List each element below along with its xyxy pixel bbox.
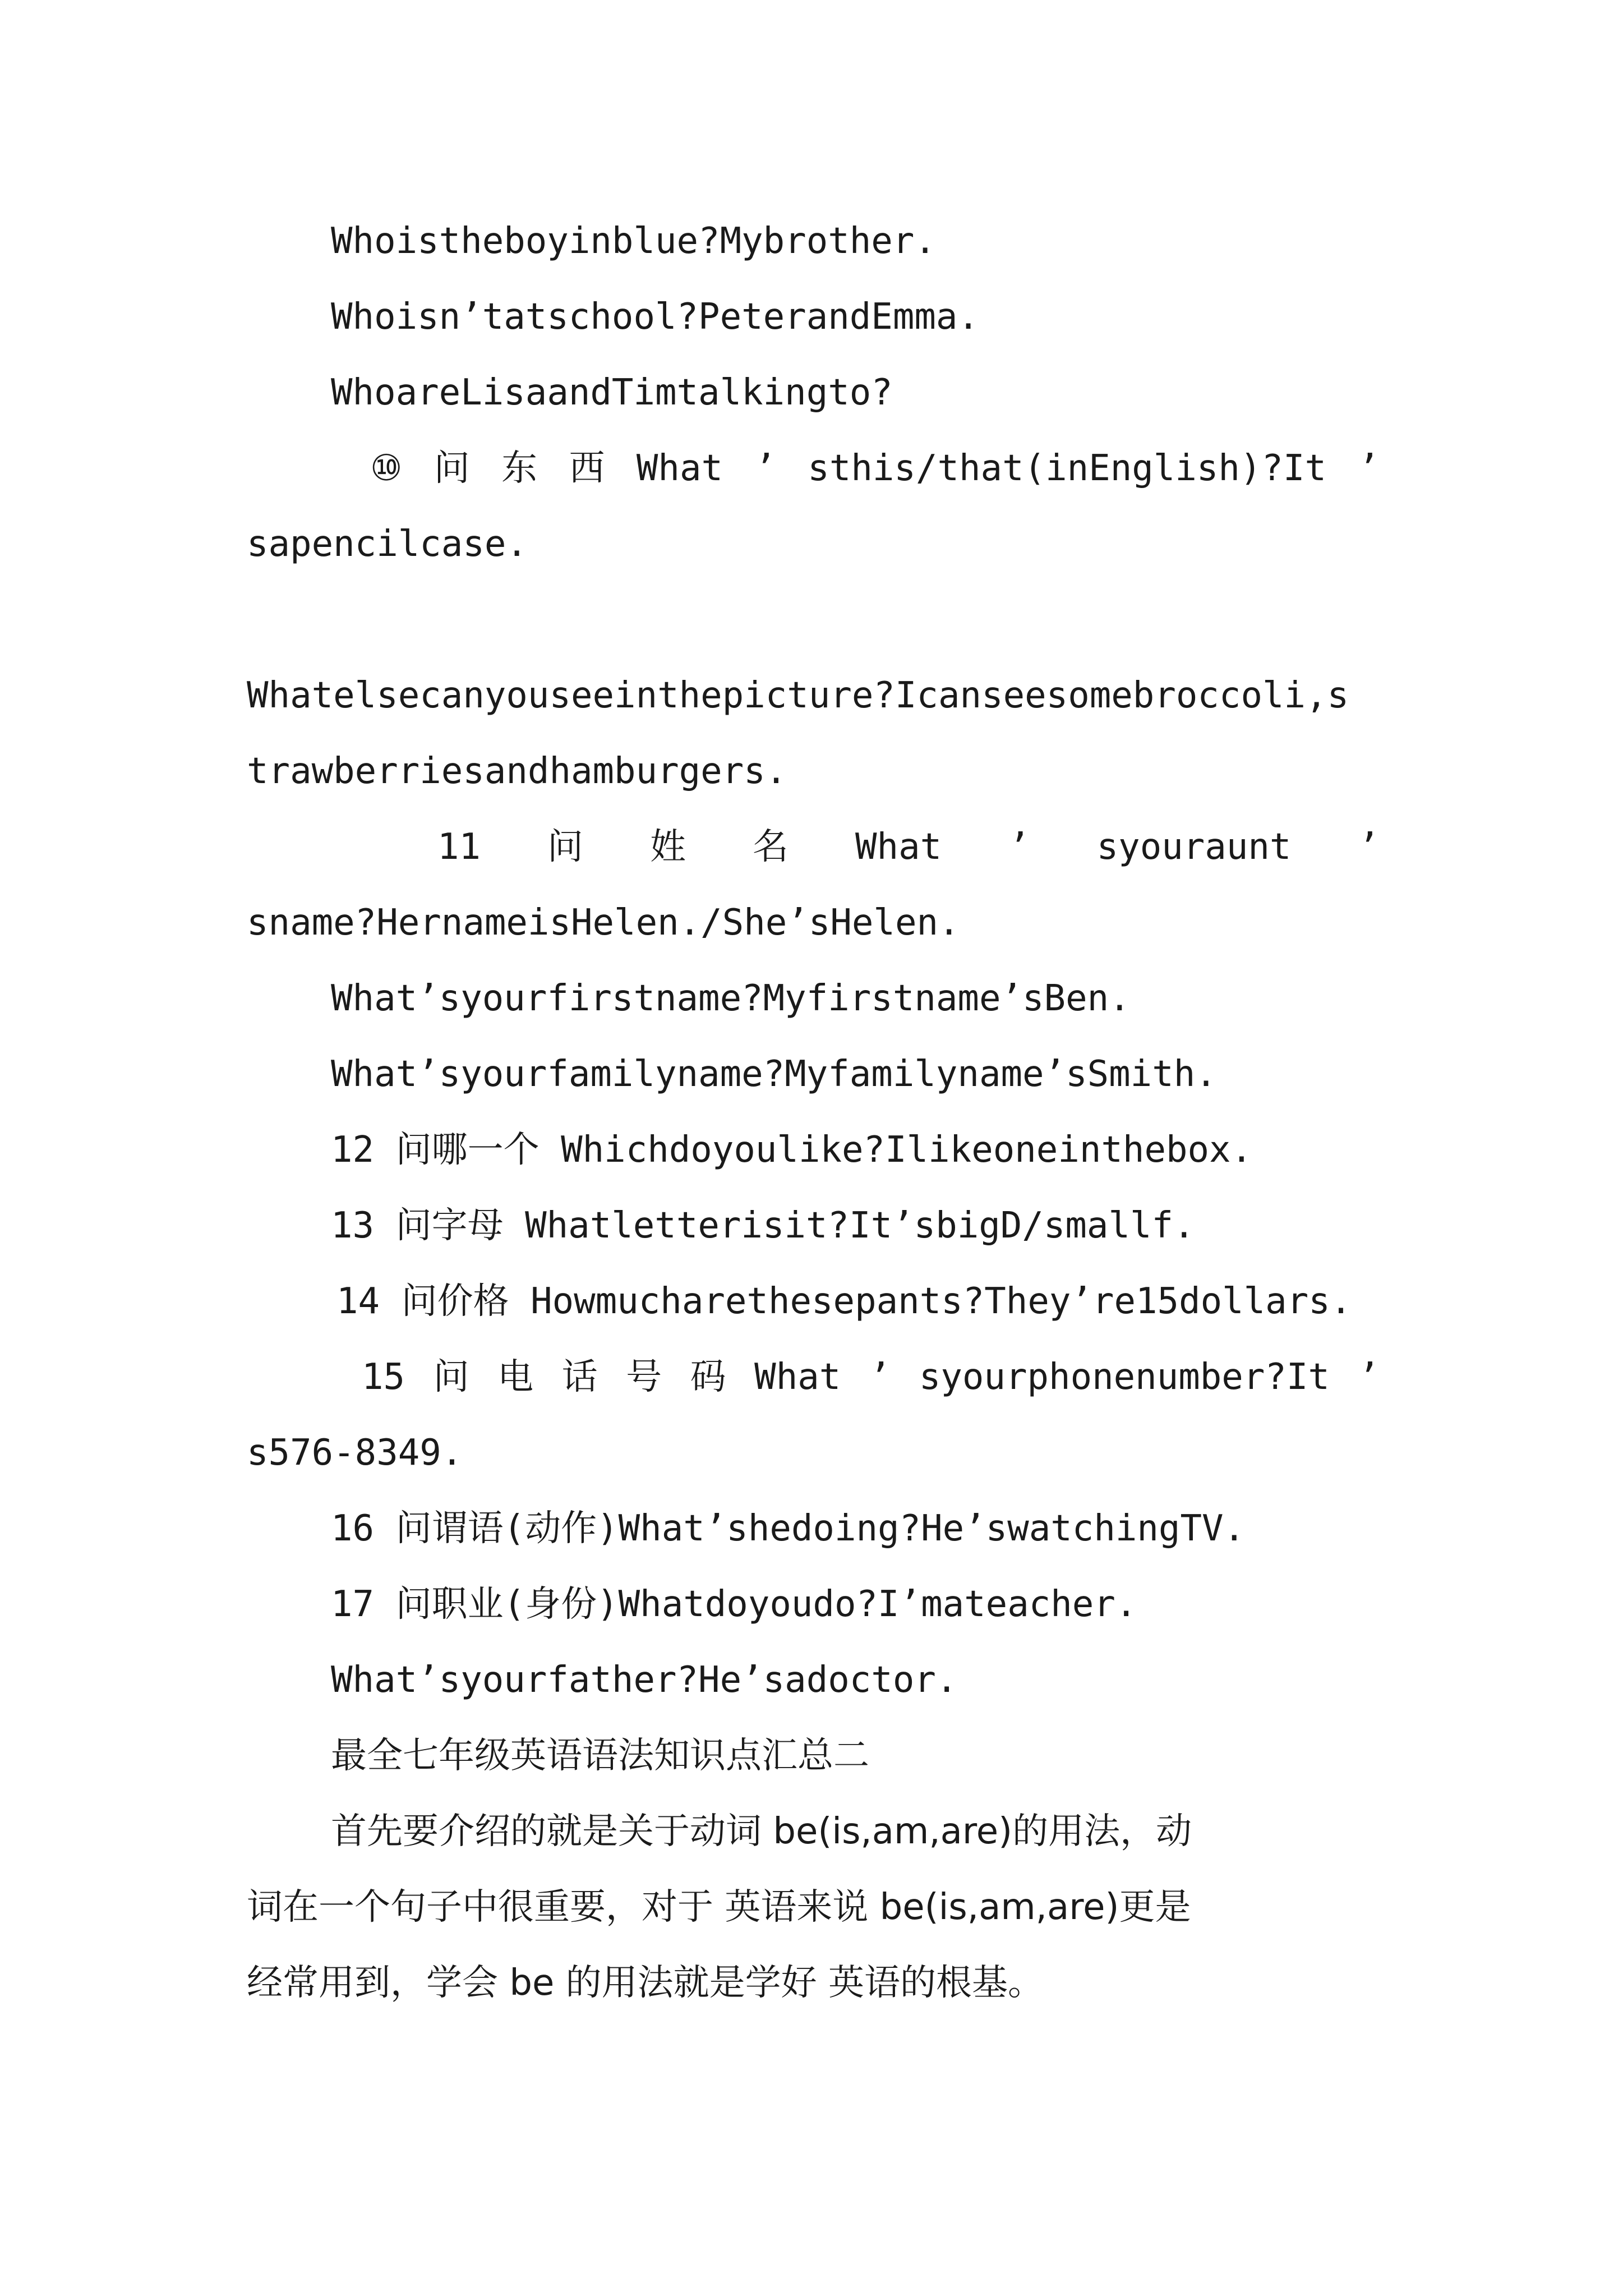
- word: 西: [569, 448, 605, 489]
- word: 名: [753, 826, 789, 868]
- text-line: Whatelsecanyouseeinthepicture?Icanseesomebroccoli,s: [247, 675, 1349, 716]
- text-line: Whoistheboyinblue?Mybrother.: [331, 220, 936, 262]
- word: syourphonenumber?It: [919, 1356, 1330, 1398]
- text-line: sname?HernameisHelen./She’sHelen.: [247, 902, 960, 944]
- justified-line: [370, 443, 1380, 494]
- word: 号: [626, 1356, 662, 1398]
- circled-number: ⑩: [370, 448, 403, 489]
- justified-line: [437, 822, 1380, 872]
- word: What: [754, 1356, 841, 1398]
- word: 姓: [650, 826, 686, 868]
- text-line: WhoareLisaandTimtalkingto?: [331, 372, 893, 413]
- word: ’: [1358, 1356, 1380, 1398]
- word: What: [855, 826, 942, 868]
- word: ’: [1358, 826, 1380, 868]
- word: 问: [433, 1356, 469, 1398]
- text-line: 12 问哪一个 Whichdoyoulike?Ilikeoneinthebox.: [331, 1129, 1253, 1171]
- word: 电: [497, 1356, 534, 1398]
- word: ’: [1358, 448, 1380, 489]
- word: 话: [561, 1356, 598, 1398]
- text-line: 14 问价格 Howmucharethesepants?They’re15dollars.: [336, 1281, 1352, 1322]
- word: syouraunt: [1096, 826, 1292, 868]
- word: 15: [362, 1356, 405, 1398]
- justified-line: [362, 1352, 1380, 1402]
- text-line: 17 问职业(身份)Whatdoyoudo?I’mateacher.: [331, 1584, 1137, 1625]
- word: ’: [754, 448, 776, 489]
- word: 东: [501, 448, 538, 489]
- word: 问: [434, 448, 470, 489]
- text-line: What’syourfamilyname?Myfamilyname’sSmith.: [331, 1053, 1217, 1095]
- text-line: Whoisn’tatschool?PeterandEmma.: [331, 296, 979, 338]
- text-line: 13 问字母 Whatletterisit?It’sbigD/smallf.: [331, 1205, 1195, 1246]
- word: 码: [690, 1356, 726, 1398]
- word: 11: [437, 826, 481, 868]
- text-line: trawberriesandhamburgers.: [247, 751, 787, 792]
- word: What: [636, 448, 723, 489]
- text-line: s576-8349.: [247, 1432, 463, 1474]
- word: ’: [869, 1356, 891, 1398]
- section-heading: 最全七年级英语语法知识点汇总二: [331, 1735, 869, 1777]
- text-line: 16 问谓语(动作)What’shedoing?He’swatchingTV.: [331, 1508, 1246, 1549]
- word: ’: [1008, 826, 1030, 868]
- paragraph-line: 首先要介绍的就是关于动词 be(is,am,are)的用法，动: [331, 1811, 1192, 1852]
- text-line: What’syourfirstname?Myfirstname’sBen.: [331, 978, 1131, 1019]
- paragraph-line: 词在一个句子中很重要，对于 英语来说 be(is,am,are)更是: [247, 1887, 1191, 1928]
- text-line: What’syourfather?He’sadoctor.: [331, 1659, 958, 1701]
- text-line: sapencilcase.: [247, 523, 528, 565]
- word: 问: [547, 826, 584, 868]
- paragraph-line: 经常用到，学会 be 的用法就是学好 英语的根基。: [247, 1962, 1044, 2004]
- word: sthis/that(inEnglish)?It: [808, 448, 1327, 489]
